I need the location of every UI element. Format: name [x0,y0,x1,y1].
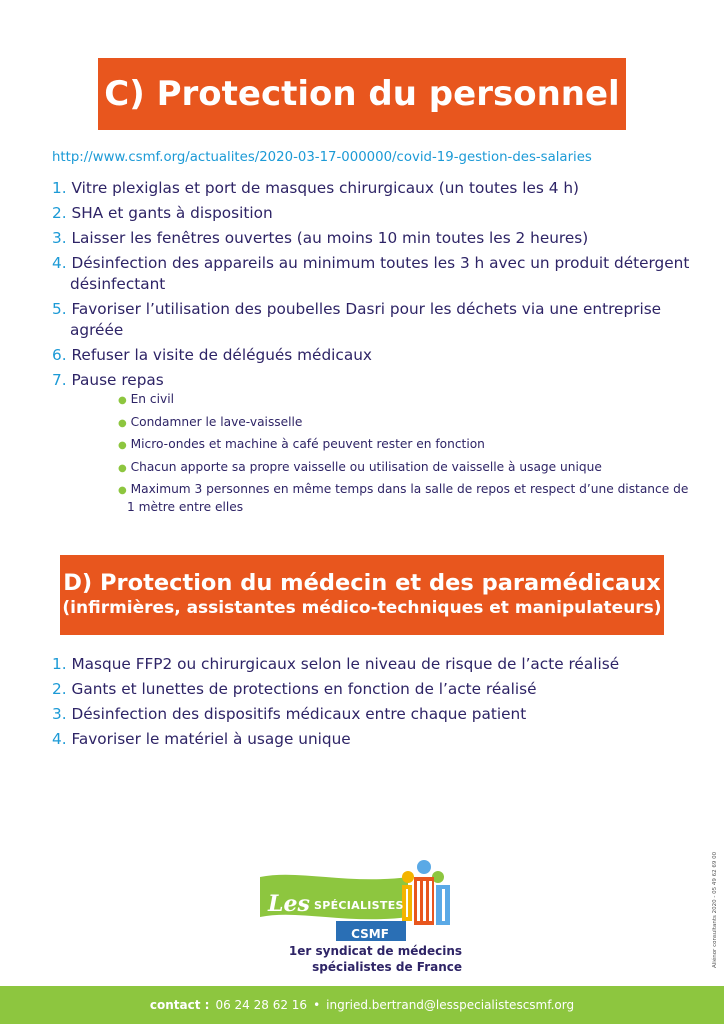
logo-specialistes: SPÉCIALISTES [314,899,404,912]
item-number: 3. [52,229,67,247]
list-item [52,704,692,725]
list-item [52,679,692,700]
logo-tagline-1: 1er syndicat de médecins [288,944,462,958]
list-item [52,370,692,515]
bullet-icon: ● [118,417,127,429]
item-text: Vitre plexiglas et port de masques chirurgicaux (un toutes les 4 h) [71,179,580,197]
logo-csmf: CSMF [351,927,389,941]
contact-label: contact : [149,998,210,1012]
item-number: 2. [52,204,67,222]
section-c-list [52,178,692,520]
list-item [52,203,692,224]
les-specialistes-logo [258,855,468,980]
section-d-title: D) Protection du médecin et des paramédicaux [63,570,661,596]
list-item [52,729,692,750]
sub-item-text: Chacun apporte sa propre vaisselle ou utilisation de vaisselle à usage unique [130,459,602,474]
section-c-title: C) Protection du personnel [104,74,620,114]
list-item [52,654,692,675]
agency-credit: Aliénor consultants 2020 - 05 49 62 69 00 [712,851,718,968]
section-d-list [52,654,692,754]
item-text: Masque FFP2 ou chirurgicaux selon le niveau de risque de l’acte réalisé [71,655,620,673]
item-text: Favoriser le matériel à usage unique [71,730,351,748]
item-number: 7. [52,371,67,389]
item-number: 1. [52,655,67,673]
section-d-subtitle: (infirmières, assistantes médico-techniques et manipulateurs) [62,598,662,618]
list-item [52,253,692,295]
item-number: 2. [52,680,67,698]
item-text: Gants et lunettes de protections en fonction de l’acte réalisé [71,680,537,698]
item-text: Laisser les fenêtres ouvertes (au moins 10 min toutes les 2 heures) [71,229,589,247]
section-d-banner [60,555,664,635]
section-c-banner [98,58,626,130]
pause-repas-sublist [118,391,692,515]
item-number: 5. [52,300,67,318]
source-link[interactable]: http://www.csmf.org/actualites/2020-03-17-000000/covid-19-gestion-des-salaries [52,150,592,165]
sub-item-text: En civil [130,392,174,406]
sub-item-text: Condamner le lave-vaisselle [130,414,303,429]
logo-les: Les [268,891,310,917]
bullet-icon: ● [118,395,127,406]
item-text: Pause repas [71,371,164,389]
item-number: 3. [52,705,67,723]
sub-list-item [118,414,692,432]
list-item [52,345,692,366]
bullet-icon: ● [118,485,127,496]
item-text: Désinfection des appareils au minimum toutes les 3 h avec un produit détergent désinfectant [70,254,690,293]
sub-list-item [118,436,692,454]
list-item [52,299,692,341]
item-number: 4. [52,254,67,272]
contact-email[interactable]: ingried.bertrand@lesspecialistescsmf.org [326,998,575,1012]
item-text: Désinfection des dispositifs médicaux entre chaque patient [71,705,527,723]
sub-list-item [118,481,692,515]
list-item [52,228,692,249]
list-item [52,178,692,199]
item-number: 6. [52,346,67,364]
sub-item-text: Micro-ondes et machine à café peuvent rester en fonction [130,437,485,451]
item-number: 1. [52,179,67,197]
item-text: Favoriser l’utilisation des poubelles Dasri pour les déchets via une entreprise agréée [70,300,662,339]
bullet-icon: ● [118,462,127,474]
item-text: SHA et gants à disposition [71,204,273,222]
sub-list-item [118,459,692,477]
contact-phone[interactable]: 06 24 28 62 16 [215,998,308,1012]
bullet-icon: ● [118,440,127,451]
separator: • [313,998,321,1012]
contact-footer [0,986,724,1024]
sub-list-item [118,391,692,409]
item-number: 4. [52,730,67,748]
item-text: Refuser la visite de délégués médicaux [71,346,372,364]
logo-tagline-2: spécialistes de France [312,960,462,974]
sub-item-text: Maximum 3 personnes en même temps dans la salle de repos et respect d’une distance de 1 mètre entre elles [127,482,689,514]
